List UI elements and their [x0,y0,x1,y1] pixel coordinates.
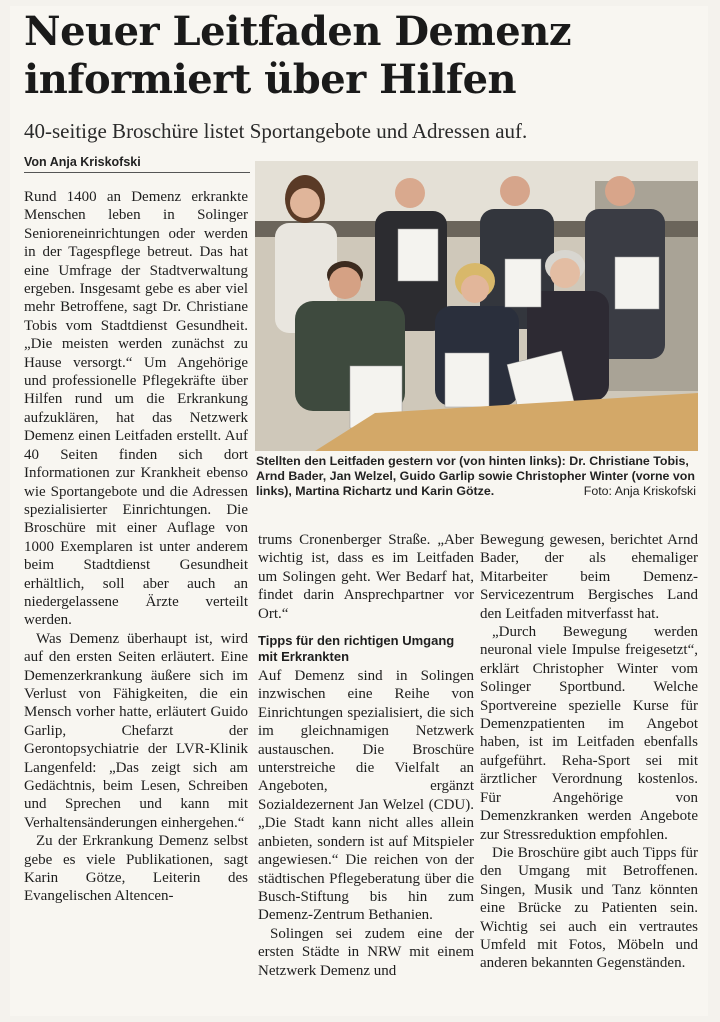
article-column-1 [24,188,248,906]
paragraph: Rund 1400 an Demenz erkrankte Menschen leben in Solinger Senioreneinrichtungen oder werden in der Tagespflege betreut. Das hat eine Umfrage der Stadtverwaltung ergeben. Insgesamt gebe es aber viel mehr Betroffene, sagt Dr. Christiane Tobis vom Stadtdienst Gesundheit. „Die meisten werden zunächst zu Hause versorgt.“ Um Angehörige und professionelle Pflegekräfte über Hilfen rund um die Erkrankung aufzuklären, hat das Netzwerk Demenz einen Leitfaden erstellt. Auf 40 Seiten finden sich dort Informationen zur Krankheit ebenso wie Sportangebote und die Adressen spezialisierter Einrichtungen. Die Broschüre mit einer Auflage von 1000 Exemplaren ist unter anderem beim Stadtdienst Gesundheit erhältlich, soll aber auch an niedergelassene Ärzte verteilt werden. [24,189,248,629]
subheadline: 40-seitige Broschüre listet Sportangebote und Adressen auf. [24,119,528,143]
headline-line-1: Neuer Leitfaden Demenz [24,8,572,55]
headline [24,8,704,104]
paragraph: Was Demenz überhaupt ist, wird auf den ersten Seiten erläutert. Eine Demenzerkrankung äußere sich im Verlust von Fähigkeiten, die ein Mensch vorher hatte, erläutert Guido Garlip, Chefarzt der Gerontopsychiatrie der LVR-Klinik Langenfeld: „Das zeigt sich am Gedächtnis, beim Lesen, Schreiben und Sprechen und kann mit Verhaltensänderungen einhergehen.“ [24,630,248,831]
paragraph: trums Cronenberger Straße. „Aber wichtig ist, dass es im Leitfaden um Solingen geht. Wer Bedarf hat, findet darin Ansprechpartner vor Ort.“ [258,532,474,622]
paragraph: Solingen sei zudem eine der ersten Städte in NRW mit einem Netzwerk Demenz und [258,925,474,979]
section-subheading: Tipps für den richtigen Umgang mit Erkrankten [258,633,455,665]
paragraph: „Durch Bewegung werden neuronal viele Impulse freigesetzt“, erklärt Christopher Winter vom Solinger Sportbund. Welche Sportvereine spezielle Kurse für Demenzpatienten im Angebot haben, ist im Leitfaden ebenfalls aufgeführt. Reha-Sport sei mit ärztlicher Verordnung kostenlos. Für Angehörige von Demenzkranken werden Angebote zur Stressreduktion empfohlen. [480,624,698,843]
caption-text: Stellten den Leitfaden gestern vor (von hinten links): Dr. Christiane Tobis, Arnd Bader, Jan Welzel, Guido Garlip sowie Christopher Winter (vorne von links), Martina Richartz und Karin Götze. [256,454,695,499]
article-column-2 [258,531,474,980]
article-photo [255,161,698,451]
group-photo-illustration [255,161,698,451]
paragraph: Die Broschüre gibt auch Tipps für den Umgang mit Betroffenen. Singen, Musik und Tanz könnten eine Brücke zu Patienten sein. Wichtig sei auch ein vertrautes Umfeld mit Fotos, Möbeln und anderen bekannten Gegenständen. [480,844,698,972]
paragraph: Auf Demenz sind in Solingen inzwischen eine Reihe von Einrichtungen spezialisiert, die sich im gleichnamigen Netzwerk austauschen. Die Broschüre unterstreiche die Vielfalt an Angeboten, ergänzt Sozialdezernent Jan Welzel (CDU). „Die Stadt kann nicht alles allein anbieten, sondern ist auf Mitspieler angewiesen.“ Die reichen von der städtischen Pflegeberatung über die Busch-Stiftung bis hin zum Demenz-Zentrum Bethanien. [258,668,474,924]
byline: Von Anja Kriskofski [24,155,250,173]
photo-credit: Foto: Anja Kriskofski [583,484,696,499]
paragraph: Bewegung gewesen, berichtet Arnd Bader, der als ehemaliger Mitarbeiter beim Demenz-Servicezentrum Bergisches Land den Leitfaden mitverfasst hat. [480,532,698,622]
article-column-3 [480,531,698,973]
newspaper-page [10,6,708,1016]
photo-caption [256,454,696,500]
headline-line-2: informiert über Hilfen [24,56,517,103]
paragraph: Zu der Erkrankung Demenz selbst gebe es viele Publikationen, sagt Karin Götze, Leiterin des Evangelischen Altencen- [24,833,248,905]
